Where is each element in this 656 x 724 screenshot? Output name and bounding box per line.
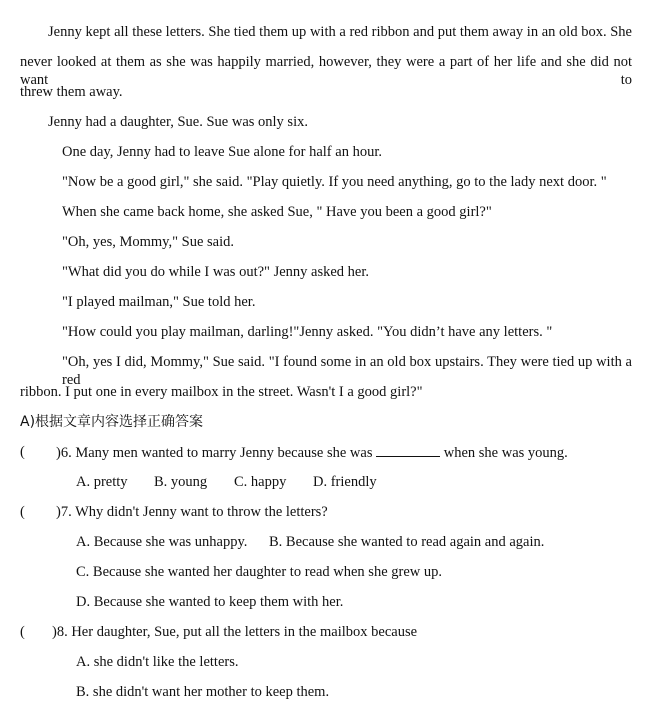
passage-paragraph-10-line-1: "Oh, yes I did, Mommy," Sue said. "I found some in an old box upstairs. They were tied up with a red (62, 354, 632, 388)
section-heading: A)根据文章内容选择正确答案 (20, 414, 204, 430)
question-7-stem: )7. Why didn't Jenny want to throw the letters? (56, 504, 328, 520)
question-7-bracket: ( (20, 504, 25, 520)
question-7-options-row-1 (76, 533, 544, 551)
passage-paragraph-8: "I played mailman," Sue told her. (62, 294, 256, 310)
passage-paragraph-1-line-1: Jenny kept all these letters. She tied them up with a red ribbon and put them away in an old box. She (48, 24, 632, 40)
passage-paragraph-9: "How could you play mailman, darling!"Jenny asked. "You didn’t have any letters. " (62, 324, 553, 340)
passage-paragraph-3: One day, Jenny had to leave Sue alone for half an hour. (62, 144, 382, 160)
passage-paragraph-1-line-3: threw them away. (20, 84, 123, 100)
passage-paragraph-6: "Oh, yes, Mommy," Sue said. (62, 234, 235, 250)
passage-paragraph-2: Jenny had a daughter, Sue. Sue was only six. (48, 114, 308, 130)
question-6-bracket: ( (20, 444, 25, 460)
question-7-option-b[interactable]: B. Because she wanted to read again and again. (269, 534, 545, 550)
question-8-option-a[interactable]: A. she didn't like the letters. (76, 654, 239, 670)
question-6-stem-start: )6. Many men wanted to marry Jenny because she was (56, 445, 373, 461)
question-6-stem-end: when she was young. (443, 445, 568, 461)
question-6-option-b[interactable]: B. young (154, 474, 208, 490)
question-7-option-c[interactable]: C. Because she wanted her daughter to read when she grew up. (76, 564, 442, 580)
question-8-stem: )8. Her daughter, Sue, put all the letters in the mailbox because (52, 624, 418, 640)
passage-paragraph-1-line-2: never looked at them as she was happily married, however, they were a part of her life and she did not want to (20, 54, 632, 88)
question-6-option-a[interactable]: A. pretty (76, 474, 128, 490)
question-6-options (76, 473, 377, 491)
question-7-option-a[interactable]: A. Because she was unhappy. (76, 534, 248, 550)
passage-paragraph-7: "What did you do while I was out?" Jenny asked her. (62, 264, 370, 280)
passage-paragraph-5: When she came back home, she asked Sue, " Have you been a good girl?" (62, 204, 492, 220)
answer-blank[interactable] (376, 443, 440, 457)
question-8-option-b[interactable]: B. she didn't want her mother to keep them. (76, 684, 330, 700)
passage-paragraph-4: "Now be a good girl," she said. "Play quietly. If you need anything, go to the lady next door. " (62, 174, 607, 190)
question-6-stem (56, 443, 568, 462)
question-7-option-d[interactable]: D. Because she wanted to keep them with her. (76, 594, 344, 610)
question-6-option-c[interactable]: C. happy (234, 474, 287, 490)
question-6-option-d[interactable]: D. friendly (313, 474, 377, 490)
passage-paragraph-10-line-2: ribbon. I put one in every mailbox in the street. Wasn't I a good girl?" (20, 384, 423, 400)
question-8-bracket: ( (20, 624, 25, 640)
